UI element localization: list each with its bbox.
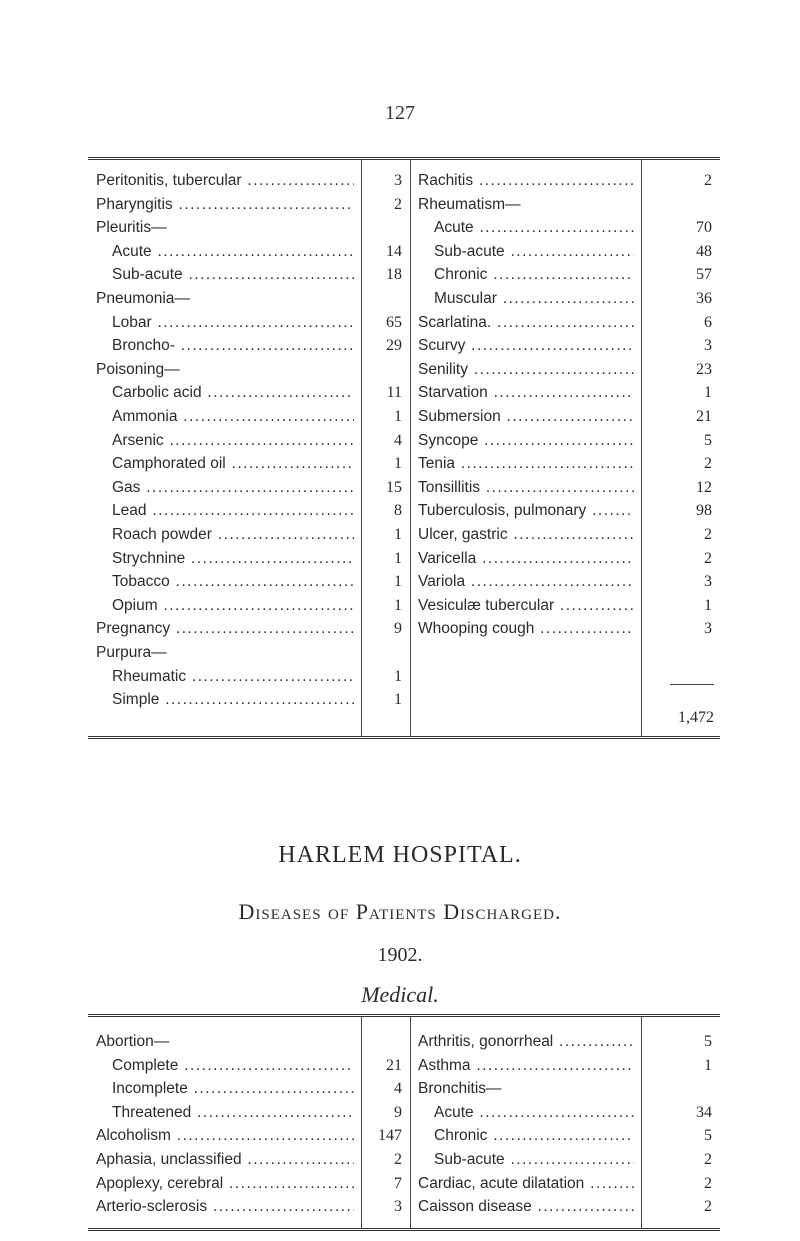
row-value: 48: [696, 242, 712, 260]
row-label: Cardiac, acute dilatation .....: [418, 1171, 634, 1197]
row-label: Ammonia .....: [112, 404, 354, 430]
total-rule: [670, 684, 714, 685]
column-divider: [410, 160, 411, 736]
row-value: 1: [394, 667, 402, 685]
row-label: Pleuritis—: [96, 219, 167, 237]
row-value: 5: [704, 1127, 712, 1145]
row-value: 1: [394, 691, 402, 709]
row-value: 4: [394, 1080, 402, 1098]
row-label: Varicella .....: [418, 546, 634, 572]
row-value: 29: [386, 337, 402, 355]
row-label: Acute .....: [434, 1100, 634, 1126]
row-label: Strychnine .....: [112, 546, 354, 572]
row-label: Acute .....: [112, 239, 354, 265]
row-value: 36: [696, 290, 712, 307]
row-label: Incomplete .....: [112, 1076, 354, 1102]
section-subtitle: Medical.: [361, 982, 439, 1007]
diseases-table-continued: [88, 157, 720, 739]
row-value: 3: [704, 337, 712, 355]
row-label: Broncho- .....: [112, 333, 354, 359]
row-value: 1: [394, 596, 402, 614]
row-label: Chronic .....: [434, 262, 634, 288]
row-value: 11: [386, 384, 402, 402]
row-value: 70: [696, 219, 712, 237]
row-label: Apoplexy, cerebral .....: [96, 1171, 354, 1197]
row-value: 1: [704, 596, 712, 614]
row-value: 7: [394, 1174, 402, 1192]
row-value: 6: [704, 313, 712, 331]
table-total: 1,472: [678, 709, 714, 726]
row-value: 1: [394, 573, 402, 591]
row-label: Arterio-sclerosis .....: [96, 1194, 354, 1220]
row-label: Bronchitis—: [418, 1080, 502, 1098]
row-label: Arsenic .....: [112, 428, 354, 454]
row-value: 21: [696, 408, 712, 425]
section-title: Diseases of Patients Discharged.: [238, 899, 562, 924]
row-label: Rheumatism—: [418, 195, 521, 213]
row-value: 9: [394, 620, 402, 638]
row-label: Poisoning—: [96, 360, 180, 378]
row-label: Aphasia, unclassified .....: [96, 1147, 354, 1173]
row-label: Arthritis, gonorrheal .....: [418, 1029, 634, 1055]
hospital-title: HARLEM HOSPITAL.: [278, 842, 522, 868]
row-value: 1: [394, 408, 402, 425]
row-label: Scurvy .....: [418, 333, 634, 359]
row-label: Sub-acute .....: [434, 239, 634, 265]
row-label: Simple .....: [112, 687, 354, 713]
row-label: Roach powder .....: [112, 522, 354, 548]
row-value: 5: [704, 431, 712, 449]
medical-diseases-table: [88, 1014, 720, 1231]
row-value: 57: [696, 266, 712, 284]
row-value: 98: [696, 502, 712, 520]
row-value: 147: [378, 1127, 402, 1145]
row-value: 1: [394, 526, 402, 543]
row-label: Scarlatina. .....: [418, 310, 634, 336]
row-value: 34: [696, 1103, 712, 1121]
row-label: Complete .....: [112, 1053, 354, 1079]
row-value: 2: [704, 455, 712, 473]
row-value: 3: [704, 573, 712, 591]
row-value: 1: [704, 1056, 712, 1074]
row-value: 4: [394, 431, 402, 449]
row-label: Acute .....: [434, 215, 634, 241]
column-divider: [410, 1017, 411, 1228]
row-label: Muscular .....: [434, 286, 634, 312]
row-label: Tuberculosis, pulmonary .....: [418, 498, 634, 524]
row-label: Starvation .....: [418, 380, 634, 406]
row-label: Carbolic acid .....: [112, 380, 354, 406]
row-label: Pneumonia—: [96, 290, 190, 307]
row-value: 14: [386, 242, 402, 260]
row-value: 2: [704, 526, 712, 543]
row-label: Asthma .....: [418, 1053, 634, 1079]
row-value: 2: [704, 549, 712, 567]
row-label: Purpura—: [96, 644, 167, 661]
row-value: 15: [386, 478, 402, 496]
row-label: Chronic .....: [434, 1123, 634, 1149]
row-value: 1: [394, 455, 402, 473]
row-label: Rheumatic .....: [112, 664, 354, 690]
row-label: Tenia .....: [418, 451, 634, 477]
row-label: Peritonitis, tubercular .....: [96, 168, 354, 194]
row-label: Alcoholism .....: [96, 1123, 354, 1149]
row-value: 2: [704, 1151, 712, 1168]
row-value: 9: [394, 1103, 402, 1121]
row-label: Lead .....: [112, 498, 354, 524]
row-label: Submersion .....: [418, 404, 634, 430]
row-label: Threatened .....: [112, 1100, 354, 1126]
row-value: 2: [394, 195, 402, 213]
row-label: Tonsillitis .....: [418, 475, 634, 501]
row-label: Opium .....: [112, 593, 354, 619]
row-value: 2: [704, 1174, 712, 1192]
row-label: Pharyngitis .....: [96, 192, 354, 218]
row-value: 1: [394, 549, 402, 567]
row-label: Caisson disease .....: [418, 1194, 634, 1220]
row-label: Vesiculæ tubercular .....: [418, 593, 634, 619]
report-year: 1902.: [377, 944, 423, 966]
row-label: Senility .....: [418, 357, 634, 383]
row-value: 3: [394, 172, 402, 189]
row-label: Sub-acute .....: [434, 1147, 634, 1173]
row-value: 8: [394, 502, 402, 520]
row-value: 2: [704, 172, 712, 189]
row-value: 12: [696, 478, 712, 496]
row-label: Syncope .....: [418, 428, 634, 454]
row-value: 2: [704, 1198, 712, 1216]
row-label: Camphorated oil .....: [112, 451, 354, 477]
row-value: 2: [394, 1151, 402, 1168]
page-number: 127: [385, 102, 415, 124]
row-value: 65: [386, 313, 402, 331]
row-value: 21: [386, 1056, 402, 1074]
row-value: 1: [704, 384, 712, 402]
row-value: 18: [386, 266, 402, 284]
row-label: Pregnancy .....: [96, 616, 354, 642]
row-value: 5: [704, 1033, 712, 1050]
row-label: Tobacco .....: [112, 569, 354, 595]
row-label: Sub-acute .....: [112, 262, 354, 288]
row-label: Ulcer, gastric .....: [418, 522, 634, 548]
row-label: Whooping cough .....: [418, 616, 634, 642]
row-label: Gas .....: [112, 475, 354, 501]
row-label: Abortion—: [96, 1033, 170, 1050]
row-value: 3: [394, 1198, 402, 1216]
row-label: Lobar .....: [112, 310, 354, 336]
row-label: Variola .....: [418, 569, 634, 595]
row-label: Rachitis .....: [418, 168, 634, 194]
row-value: 3: [704, 620, 712, 638]
row-value: 23: [696, 360, 712, 378]
